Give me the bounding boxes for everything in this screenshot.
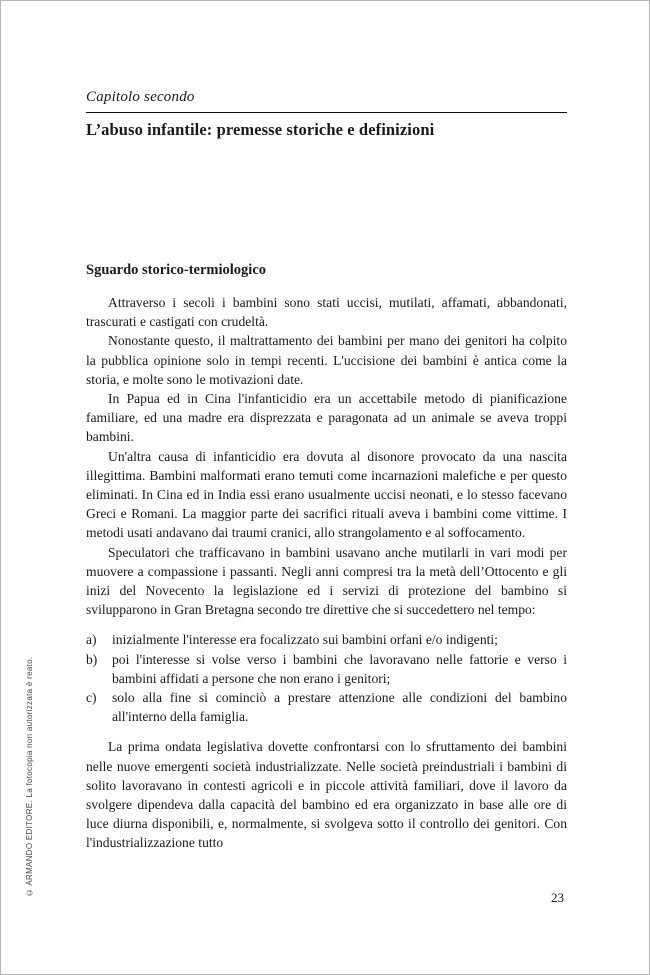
body-paragraph: In Papua ed in Cina l'infanticidio era un accettabile metodo di pianificazione familiare, ed una madre era disprezzata e paragonata ad un animale se aveva troppi bambini.: [86, 391, 567, 445]
list-text: inizialmente l'interesse era focalizzato sui bambini orfani e/o indigenti;: [112, 632, 498, 648]
list-marker: c): [86, 690, 97, 706]
body-text: [86, 293, 567, 853]
copyright-notice: © ARMANDO EDITORE. La fotocopia non autorizzata è reato.: [25, 656, 34, 897]
list-marker: b): [86, 651, 98, 667]
list-item: [86, 688, 567, 726]
title-rule: [86, 112, 567, 113]
directives-list: [86, 630, 567, 726]
list-text: solo alla fine si cominciò a prestare attenzione alle condizioni del bambino all'interno della famiglia.: [112, 690, 567, 725]
body-paragraph: Nonostante questo, il maltrattamento dei bambini per mano dei genitori ha colpito la pubblica opinione solo in tempi recenti. L'uccisione dei bambini è antica come la storia, e molte sono le motivazioni date.: [86, 333, 567, 387]
chapter-title: L’abuso infantile: premesse storiche e definizioni: [86, 120, 435, 139]
text-column: [86, 89, 567, 853]
body-paragraph: Attraverso i secoli i bambini sono stati uccisi, mutilati, affamati, abbandonati, trascurati e castigati con crudeltà.: [86, 295, 567, 330]
chapter-label: Capitolo secondo: [86, 89, 195, 105]
body-paragraph: Un'altra causa di infanticidio era dovuta al disonore provocato da una nascita illegittima. Bambini malformati erano temuti come incarnazioni malefiche e per questo eliminati. In Cina ed in India essi erano usualmente uccisi neonati, e lo stesso facevano Greci e Romani. La maggior parte dei sacrifici rituali aveva i bambini come vittime. I metodi usati andavano dai traumi cranici, allo strangolamento e al soffocamento.: [86, 448, 567, 541]
list-marker: a): [86, 632, 97, 648]
list-text: poi l'interesse si volse verso i bambini che lavoravano nelle fattorie e verso i bambini affidati a persone che non erano i genitori;: [112, 651, 567, 686]
list-item: [86, 630, 567, 649]
list-item: [86, 650, 567, 688]
section-heading: Sguardo storico-termiologico: [86, 262, 267, 278]
body-paragraph: Speculatori che trafficavano in bambini usavano anche mutilarli in vari modi per muovere a compassione i passanti. Negli anni compresi tra la metà dell’Ottocento e gli inizi del Novecento la legislazione ed i servizi di protezione del bambino si svilupparono in Gran Bretagna secondo tre direttive che si succedettero nel tempo:: [86, 544, 567, 618]
body-paragraph: La prima ondata legislativa dovette confrontarsi con lo sfruttamento dei bambini nelle nuove emergenti società industrializzate. Nelle società preindustriali i bambini di solito lavoravano in contesti agricoli e in piccole attività familiari, dove il lavoro da svolgere dipendeva dalla capacità del bambino ed era organizzato in base alle ore di luce diurna disponibili, e, normalmente, si svolgeva sotto il controllo dei genitori. Con l'industrializzazione tutto: [86, 739, 567, 851]
page-number: 23: [551, 890, 564, 905]
